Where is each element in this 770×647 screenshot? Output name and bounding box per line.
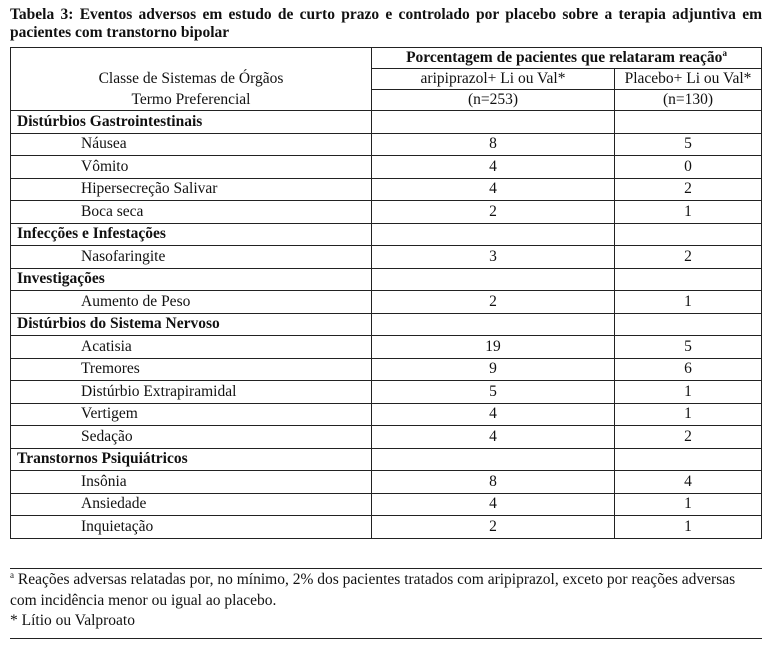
table-row <box>11 358 762 381</box>
term-label: Boca seca <box>11 201 372 224</box>
table-caption: Tabela 3: Eventos adversos em estudo de curto prazo e controlado por placebo sobre a terapia adjuntiva em pacientes com transtorno bipolar <box>10 6 762 41</box>
drug-percent-cell: 3 <box>372 246 615 269</box>
footnotes <box>10 570 762 632</box>
table-row <box>11 156 762 179</box>
header-row-n <box>11 90 762 111</box>
drug-percent-cell <box>372 313 615 336</box>
table-row <box>11 493 762 516</box>
header-organ-class: Classe de Sistemas de Órgãos <box>11 69 372 90</box>
header-col-drug: aripiprazol+ Li ou Val* <box>372 69 615 90</box>
term-label: Inquietação <box>11 516 372 539</box>
term-label: Vômito <box>11 156 372 179</box>
placebo-percent-cell: 5 <box>615 133 762 156</box>
term-label: Sedação <box>11 426 372 449</box>
footnote-a <box>10 570 762 611</box>
drug-percent-cell: 4 <box>372 156 615 179</box>
term-label: Tremores <box>11 358 372 381</box>
placebo-percent-cell: 5 <box>615 336 762 359</box>
header-row-group <box>11 48 762 69</box>
placebo-percent-cell: 2 <box>615 246 762 269</box>
category-row <box>11 313 762 336</box>
term-label: Nasofaringite <box>11 246 372 269</box>
drug-percent-cell: 4 <box>372 493 615 516</box>
header-preferred-term: Termo Preferencial <box>11 90 372 111</box>
placebo-percent-cell: 1 <box>615 516 762 539</box>
placebo-percent-cell: 1 <box>615 403 762 426</box>
placebo-percent-cell <box>615 448 762 471</box>
table-row <box>11 426 762 449</box>
footnote-a-text: Reações adversas relatadas por, no mínimo, 2% dos pacientes tratados com aripiprazol, exceto por reações adversas com incidência menor ou igual ao placebo. <box>10 571 736 609</box>
placebo-percent-cell: 1 <box>615 291 762 314</box>
header-group-sup: a <box>722 47 727 58</box>
placebo-percent-cell <box>615 111 762 134</box>
placebo-percent-cell: 0 <box>615 156 762 179</box>
drug-percent-cell: 4 <box>372 403 615 426</box>
drug-percent-cell: 4 <box>372 178 615 201</box>
drug-percent-cell <box>372 448 615 471</box>
category-label: Distúrbios do Sistema Nervoso <box>11 313 372 336</box>
placebo-percent-cell <box>615 313 762 336</box>
table-row <box>11 381 762 404</box>
placebo-percent-cell: 1 <box>615 381 762 404</box>
table-row <box>11 291 762 314</box>
footnote-rule-bottom <box>10 638 762 639</box>
drug-percent-cell: 8 <box>372 133 615 156</box>
header-n-drug: (n=253) <box>372 90 615 111</box>
placebo-percent-cell: 6 <box>615 358 762 381</box>
term-label: Insônia <box>11 471 372 494</box>
drug-percent-cell <box>372 111 615 134</box>
drug-percent-cell: 2 <box>372 516 615 539</box>
table-row <box>11 336 762 359</box>
category-row <box>11 223 762 246</box>
header-n-placebo: (n=130) <box>615 90 762 111</box>
header-group-cell <box>372 48 762 69</box>
table-row <box>11 201 762 224</box>
category-label: Distúrbios Gastrointestinais <box>11 111 372 134</box>
category-row <box>11 448 762 471</box>
drug-percent-cell <box>372 268 615 291</box>
term-label: Aumento de Peso <box>11 291 372 314</box>
category-row <box>11 111 762 134</box>
table-row <box>11 178 762 201</box>
placebo-percent-cell <box>615 223 762 246</box>
term-label: Hipersecreção Salivar <box>11 178 372 201</box>
header-group-label: Porcentagem de pacientes que relataram reação <box>406 49 723 66</box>
table-row <box>11 516 762 539</box>
drug-percent-cell: 19 <box>372 336 615 359</box>
placebo-percent-cell <box>615 268 762 291</box>
drug-percent-cell: 9 <box>372 358 615 381</box>
category-label: Investigações <box>11 268 372 291</box>
adverse-events-table <box>10 47 762 539</box>
placebo-percent-cell: 1 <box>615 201 762 224</box>
term-label: Acatisia <box>11 336 372 359</box>
placebo-percent-cell: 2 <box>615 426 762 449</box>
table-row <box>11 133 762 156</box>
footnote-star: * Lítio ou Valproato <box>10 612 135 629</box>
header-col-placebo: Placebo+ Li ou Val* <box>615 69 762 90</box>
category-label: Infecções e Infestações <box>11 223 372 246</box>
drug-percent-cell: 2 <box>372 201 615 224</box>
category-label: Transtornos Psiquiátricos <box>11 448 372 471</box>
drug-percent-cell: 2 <box>372 291 615 314</box>
term-label: Náusea <box>11 133 372 156</box>
table-row <box>11 403 762 426</box>
drug-percent-cell: 5 <box>372 381 615 404</box>
footnote-rule-top <box>10 568 762 569</box>
header-blank-cell <box>11 48 372 69</box>
placebo-percent-cell: 1 <box>615 493 762 516</box>
drug-percent-cell: 8 <box>372 471 615 494</box>
term-label: Ansiedade <box>11 493 372 516</box>
header-row-columns <box>11 69 762 90</box>
table-row <box>11 471 762 494</box>
placebo-percent-cell: 4 <box>615 471 762 494</box>
placebo-percent-cell: 2 <box>615 178 762 201</box>
drug-percent-cell: 4 <box>372 426 615 449</box>
table-row <box>11 246 762 269</box>
drug-percent-cell <box>372 223 615 246</box>
term-label: Distúrbio Extrapiramidal <box>11 381 372 404</box>
category-row <box>11 268 762 291</box>
footnote-a-sup: a <box>10 569 14 580</box>
term-label: Vertigem <box>11 403 372 426</box>
